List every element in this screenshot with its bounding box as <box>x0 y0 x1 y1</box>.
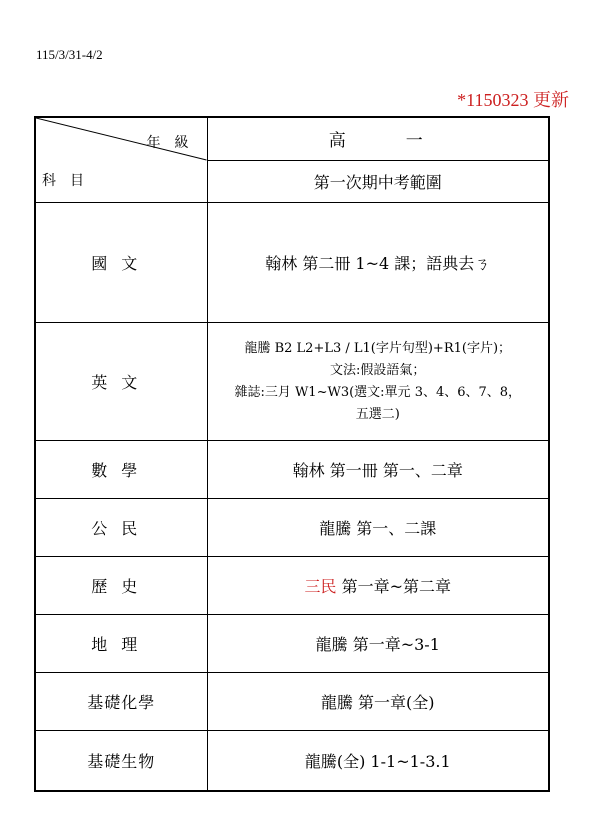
content-cell: 龍騰 第一章(全) <box>207 673 549 731</box>
table-row <box>35 323 549 441</box>
date-range: 115/3/31-4/2 <box>36 47 103 62</box>
content-cell: 龍騰(全) 1-1~1-3.1 <box>207 731 549 791</box>
subject-cell: 國文 <box>35 203 207 323</box>
table-row <box>35 499 549 557</box>
table-row <box>35 615 549 673</box>
subject-cell: 數學 <box>35 441 207 499</box>
content-cell: 翰林 第一冊 第一、二章 <box>207 441 549 499</box>
publisher-name: 三民 <box>304 577 337 596</box>
content-cell <box>207 557 549 615</box>
subject-cell: 英文 <box>35 323 207 441</box>
subject-cell: 基礎生物 <box>35 731 207 791</box>
subject-label: 科目 <box>42 173 98 189</box>
table-row <box>35 203 549 323</box>
grade-label: 年級 <box>146 135 203 151</box>
subject-cell: 歷史 <box>35 557 207 615</box>
table-row <box>35 441 549 499</box>
content-cell <box>207 323 549 441</box>
content-text: 第一章~第二章 <box>341 577 452 596</box>
content-line: 文法:假設語氣； <box>330 362 426 378</box>
table-row <box>35 673 549 731</box>
content-cell: 龍騰 第一、二課 <box>207 499 549 557</box>
table-row <box>35 557 549 615</box>
subject-cell: 基礎化學 <box>35 673 207 731</box>
subject-cell: 地理 <box>35 615 207 673</box>
table-row <box>35 731 549 791</box>
content-line: 龍騰 B2 L2+L3 / L1(字片句型)+R1(字片)； <box>244 340 512 356</box>
content-cell: 翰林 第二冊 1~4 課；語典去ㄋ <box>207 203 549 323</box>
exam-scope-table <box>34 116 550 792</box>
content-cell: 龍騰 第一章~3-1 <box>207 615 549 673</box>
grade-cell: 高一 <box>207 117 549 160</box>
subject-cell: 公民 <box>35 499 207 557</box>
scope-title-cell: 第一次期中考範圍 <box>207 160 549 203</box>
header-corner-cell <box>35 117 207 203</box>
content-line: 雜誌:三月 W1~W3(選文:單元 3、4、6、7、8， <box>234 384 522 400</box>
update-note: *1150323 更新 <box>457 90 569 110</box>
content-line: 五選二) <box>355 406 400 422</box>
